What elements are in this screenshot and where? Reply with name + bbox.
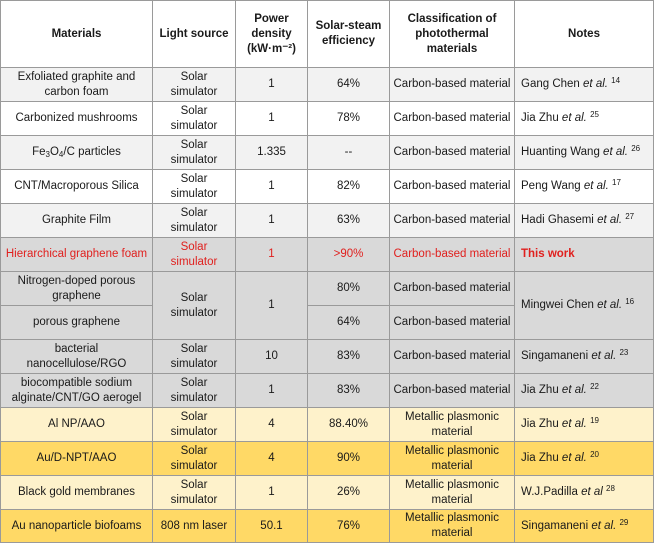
light-source-cell: Solar simulator [153,476,236,510]
header-classification: Classification of photothermal materials [390,1,515,68]
reference-number: 29 [619,517,629,527]
table-row [1,408,654,442]
classification-cell: Carbon-based material [390,306,515,340]
et-al: et al. [561,418,587,430]
author: Hadi Ghasemi [521,214,594,226]
efficiency-cell: 63% [308,204,390,238]
et-al: et al. [583,180,609,192]
material-cell: porous graphene [1,306,153,340]
reference-number: 28 [606,484,615,493]
reference-number: 17 [612,178,621,187]
classification-cell: Metallic plasmonic material [390,510,515,543]
light-source-cell: Solar simulator [153,272,236,340]
classification-cell: Carbon-based material [390,102,515,136]
notes-cell [515,204,654,238]
notes-cell [515,442,654,476]
efficiency-cell: 80% [308,272,390,306]
classification-cell: Carbon-based material [390,272,515,306]
reference-number: 27 [625,212,635,221]
et-al: et al. [591,519,617,532]
notes-cell [515,170,654,204]
et-al: et al. [597,214,623,226]
power-cell: 1 [236,272,308,340]
classification-cell: Metallic plasmonic material [390,442,515,476]
header-materials: Materials [1,1,153,68]
et-al: et al. [561,384,587,396]
author: Jia Zhu [521,384,559,396]
power-cell: 1 [236,476,308,510]
reference-number: 26 [631,144,641,153]
table-row [1,136,654,170]
classification-cell: Carbon-based material [390,170,515,204]
material-cell: Au/D-NPT/AAO [1,442,153,476]
reference-number: 16 [625,297,635,306]
notes-cell [515,374,654,408]
author: Huanting Wang [521,146,600,158]
material-cell: Black gold membranes [1,476,153,510]
notes-cell [515,510,654,543]
notes-cell [515,408,654,442]
author: Jia Zhu [521,452,559,464]
header-notes: Notes [515,1,654,68]
et-al: et al [581,486,603,498]
material-cell: bacterial nanocellulose/RGO [1,340,153,374]
power-cell: 1 [236,170,308,204]
light-source-cell: Solar simulator [153,204,236,238]
notes-cell [515,102,654,136]
et-al: et al. [583,78,608,90]
author: Jia Zhu [521,112,559,124]
light-source-cell: 808 nm laser [153,510,236,543]
et-al: et al. [597,299,623,311]
author: W.J.Padilla [521,486,578,498]
classification-cell: Carbon-based material [390,238,515,272]
table-row [1,476,654,510]
light-source-cell: Solar simulator [153,238,236,272]
efficiency-cell: 82% [308,170,390,204]
author: Mingwei Chen [521,299,594,311]
notes-cell: This work [515,238,654,272]
notes-cell [515,136,654,170]
table-row [1,340,654,374]
classification-cell: Carbon-based material [390,204,515,238]
light-source-cell: Solar simulator [153,408,236,442]
reference-number: 22 [590,382,599,391]
table-row [1,374,654,408]
table-row [1,272,654,306]
material-cell: Exfoliated graphite and carbon foam [1,68,153,102]
author: Jia Zhu [521,418,559,430]
material-cell: Hierarchical graphene foam [1,238,153,272]
table-row [1,170,654,204]
efficiency-cell: 76% [308,510,390,543]
light-source-cell: Solar simulator [153,102,236,136]
table-row [1,68,654,102]
material-cell: CNT/Macroporous Silica [1,170,153,204]
material-cell: Nitrogen-doped porous graphene [1,272,153,306]
header-power-density: Power density (kW·m⁻²) [236,1,308,68]
material-cell: Carbonized mushrooms [1,102,153,136]
material-cell: biocompatible sodium alginate/CNT/GO aerogel [1,374,153,408]
table-row [1,102,654,136]
power-cell: 4 [236,442,308,476]
light-source-cell: Solar simulator [153,442,236,476]
efficiency-cell: >90% [308,238,390,272]
efficiency-cell: 83% [308,374,390,408]
table-row-this-work [1,238,654,272]
power-cell: 10 [236,340,308,374]
notes-cell [515,272,654,340]
light-source-cell: Solar simulator [153,68,236,102]
classification-cell: Carbon-based material [390,374,515,408]
power-cell: 1.335 [236,136,308,170]
power-cell: 1 [236,374,308,408]
author: Peng Wang [521,180,581,192]
material-cell: Al NP/AAO [1,408,153,442]
power-cell: 4 [236,408,308,442]
table-row [1,510,654,543]
material-cell: Graphite Film [1,204,153,238]
power-cell: 1 [236,68,308,102]
efficiency-cell: 90% [308,442,390,476]
light-source-cell: Solar simulator [153,340,236,374]
et-al: et al. [591,350,617,362]
power-cell: 1 [236,102,308,136]
reference-number: 20 [590,450,599,459]
author: Singamaneni [521,519,589,532]
header-row [1,1,654,68]
header-efficiency: Solar-steam efficiency [308,1,390,68]
efficiency-cell: -- [308,136,390,170]
et-al: et al. [561,112,587,124]
reference-number: 19 [590,416,599,425]
light-source-cell: Solar simulator [153,170,236,204]
efficiency-cell: 78% [308,102,390,136]
et-al: et al. [603,146,628,158]
efficiency-cell: 83% [308,340,390,374]
et-al: et al. [561,452,587,464]
reference-number: 23 [619,348,629,357]
notes-cell [515,68,654,102]
author: Gang Chen [521,78,580,90]
reference-number: 25 [590,110,599,119]
classification-cell: Metallic plasmonic material [390,408,515,442]
efficiency-cell: 88.40% [308,408,390,442]
light-source-cell: Solar simulator [153,374,236,408]
author: Singamaneni [521,350,589,362]
efficiency-cell: 64% [308,306,390,340]
efficiency-cell: 64% [308,68,390,102]
notes-cell [515,476,654,510]
light-source-cell: Solar simulator [153,136,236,170]
power-cell: 1 [236,204,308,238]
header-light-source: Light source [153,1,236,68]
classification-cell: Metallic plasmonic material [390,476,515,510]
classification-cell: Carbon-based material [390,136,515,170]
classification-cell: Carbon-based material [390,340,515,374]
power-cell: 50.1 [236,510,308,543]
material-cell: $Fe_3O_4/C$ particles [1,136,153,170]
efficiency-cell: 26% [308,476,390,510]
notes-cell [515,340,654,374]
material-cell: Au nanoparticle biofoams [1,510,153,543]
classification-cell: Carbon-based material [390,68,515,102]
table-row [1,204,654,238]
power-cell: 1 [236,238,308,272]
table-row [1,442,654,476]
reference-number: 14 [611,76,621,85]
